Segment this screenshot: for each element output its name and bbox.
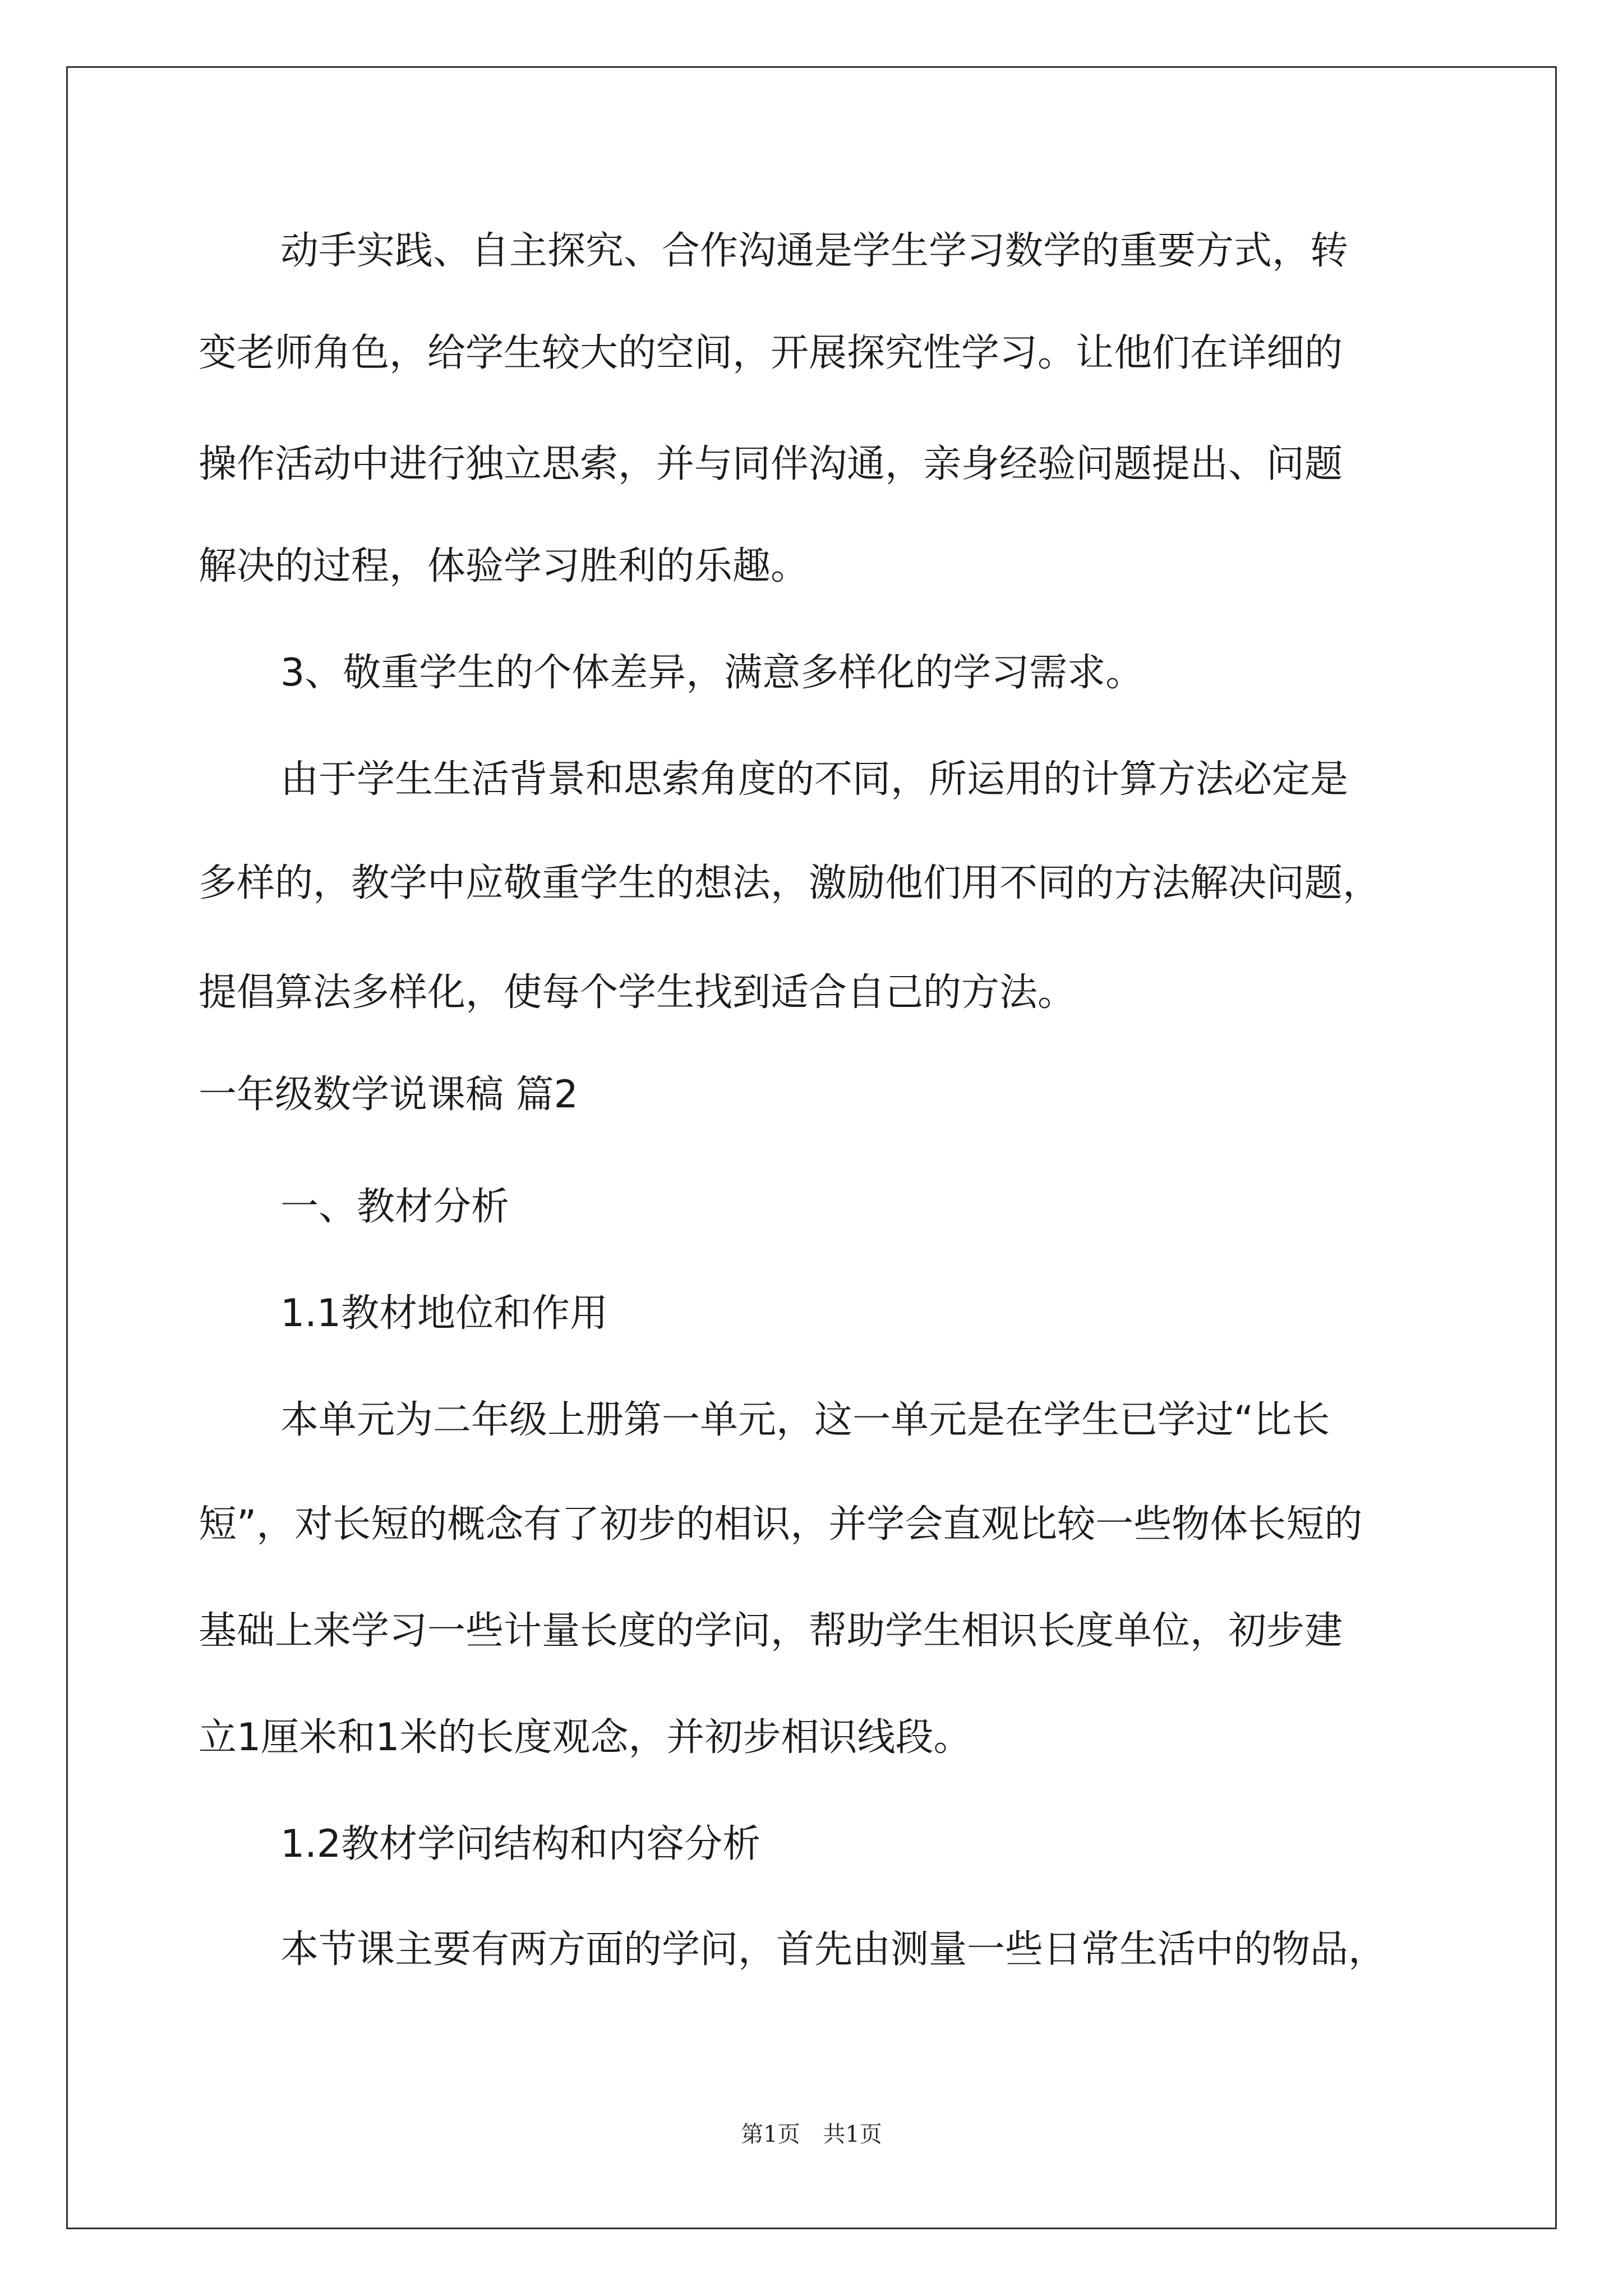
paragraph-line: 本单元为二年级上册第一单元，这一单元是在学生已学过“比长 [280,1398,1330,1442]
paragraph-line: 短”，对长短的概念有了初步的相识，并学会直观比较一些物体长短的 [199,1502,1363,1547]
paragraph-line: 立1厘米和1米的长度观念，并初步相识线段。 [199,1715,972,1760]
paragraph-line: 基础上来学习一些计量长度的学问，帮助学生相识长度单位，初步建 [199,1609,1343,1653]
page-number: 第1页 [741,2122,800,2147]
paragraph-line: 3、敬重学生的个体差异，满意多样化的学习需求。 [280,651,1144,695]
paragraph-line: 操作活动中进行独立思索，并与同伴沟通，亲身经验问题提出、问题 [199,442,1343,486]
paragraph-line: 动手实践、自主探究、合作沟通是学生学习数学的重要方式，转 [280,229,1349,273]
subsection-heading: 1.2教材学问结构和内容分析 [280,1822,761,1866]
paragraph-line: 变老师角色，给学生较大的空间，开展探究性学习。让他们在详细的 [199,331,1343,375]
paragraph-line: 提倡算法多样化，使每个学生找到适合自己的方法。 [199,970,1076,1015]
paragraph-line: 本节课主要有两方面的学问，首先由测量一些日常生活中的物品， [280,1927,1387,1972]
section-heading: 一年级数学说课稿 篇2 [199,1073,578,1117]
page-footer [0,2120,1623,2148]
paragraph-line: 由于学生生活背景和思索角度的不同，所运用的计算方法必定是 [280,757,1349,802]
page-total: 共1页 [823,2122,882,2147]
page-border [66,66,1557,2229]
paragraph-line: 解决的过程，体验学习胜利的乐趣。 [199,544,809,588]
subsection-heading: 一、教材分析 [280,1185,510,1229]
paragraph-line: 多样的，教学中应敬重学生的想法，激励他们用不同的方法解决问题， [199,861,1381,905]
subsection-heading: 1.1教材地位和作用 [280,1291,608,1336]
